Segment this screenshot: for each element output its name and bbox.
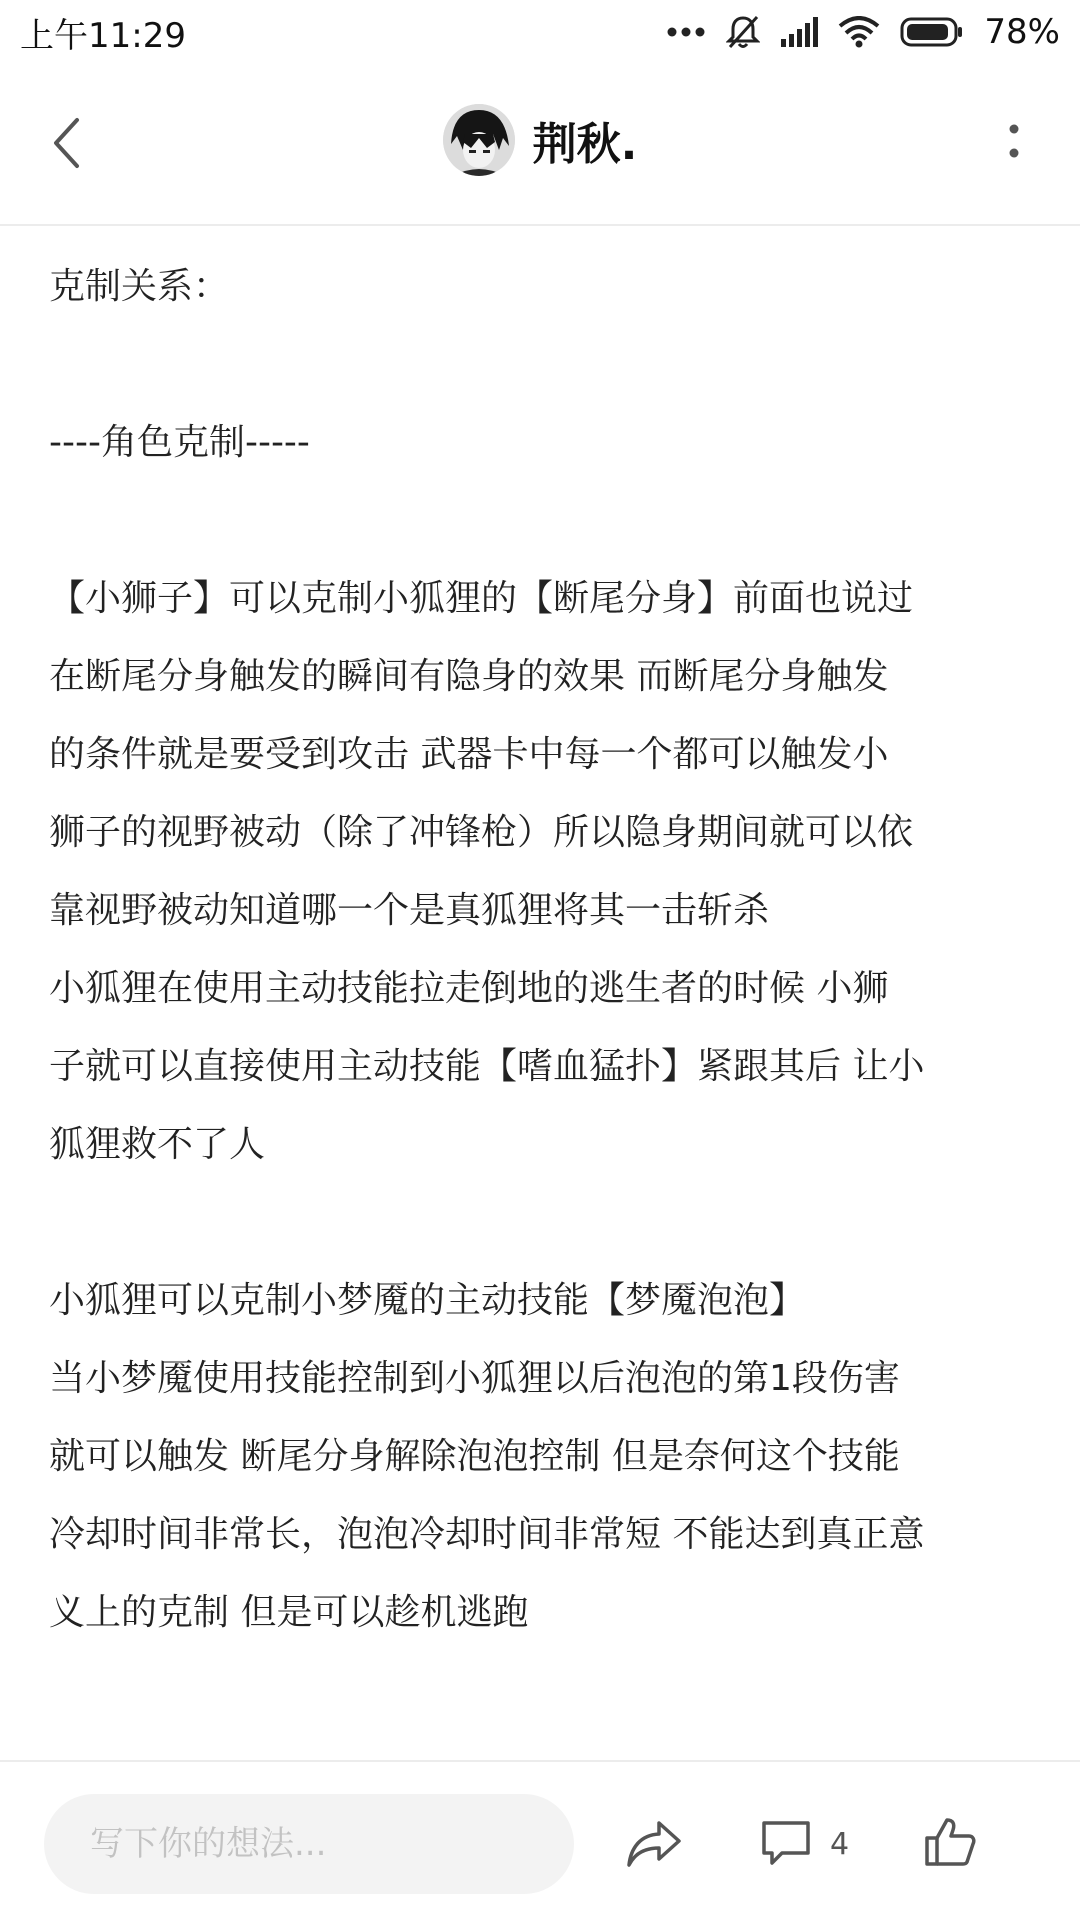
post-line-blank: [49, 326, 1039, 404]
post-line: 的条件就是要受到攻击 武器卡中每一个都可以触发小: [49, 734, 889, 775]
top-nav-bar: [0, 64, 1080, 226]
signal-icon: [780, 17, 818, 47]
share-icon: [625, 1819, 683, 1869]
post-line: 靠视野被动知道哪一个是真狐狸将其一击斩杀: [49, 890, 770, 931]
bottom-action-bar: [0, 1760, 1080, 1920]
post-line: 子就可以直接使用主动技能【嗜血猛扑】紧跟其后 让小: [49, 1046, 925, 1087]
author-info[interactable]: [0, 104, 1080, 176]
status-time: 上午11:29: [20, 15, 186, 56]
post-line: 小狐狸可以克制小梦魇的主动技能【梦魇泡泡】: [49, 1280, 806, 1321]
post-line: ----角色克制-----: [49, 422, 310, 463]
comment-input[interactable]: [44, 1794, 574, 1894]
post-line: 克制关系：: [49, 266, 230, 307]
more-options-button[interactable]: [984, 108, 1044, 178]
post-content: [49, 248, 1039, 1652]
like-icon: [923, 1816, 977, 1868]
like-button[interactable]: [918, 1810, 982, 1874]
more-dots-icon: [666, 26, 706, 38]
post-line-blank: [49, 1184, 1039, 1262]
author-name[interactable]: 荆秋.: [532, 119, 638, 170]
comment-icon: [760, 1819, 812, 1869]
post-line-blank: [49, 482, 1039, 560]
battery-percent: 78%: [984, 12, 1060, 52]
battery-icon: [900, 16, 964, 48]
post-line: 冷却时间非常长，泡泡冷却时间非常短 不能达到真正意: [49, 1514, 925, 1555]
post-line: 当小梦魇使用技能控制到小狐狸以后泡泡的第1段伤害: [49, 1358, 900, 1399]
post-line: 狐狸救不了人: [49, 1124, 266, 1165]
status-icons: [666, 12, 1060, 52]
comment-count: 4: [830, 1826, 850, 1862]
post-line: 就可以触发 断尾分身解除泡泡控制 但是奈何这个技能: [49, 1436, 900, 1477]
post-line: 义上的克制 但是可以趁机逃跑: [49, 1592, 529, 1633]
mute-bell-icon: [726, 14, 760, 50]
status-bar: [0, 0, 1080, 64]
comments-button[interactable]: [760, 1812, 849, 1876]
post-line: 小狐狸在使用主动技能拉走倒地的逃生者的时候 小狮: [49, 968, 889, 1009]
more-vertical-icon: [1008, 123, 1020, 163]
share-button[interactable]: [622, 1812, 686, 1876]
wifi-icon: [838, 16, 880, 48]
post-line: 狮子的视野被动（除了冲锋枪）所以隐身期间就可以依: [49, 812, 914, 853]
avatar[interactable]: [443, 104, 515, 176]
post-line: 【小狮子】可以克制小狐狸的【断尾分身】前面也说过: [49, 578, 914, 619]
post-line: 在断尾分身触发的瞬间有隐身的效果 而断尾分身触发: [49, 656, 889, 697]
